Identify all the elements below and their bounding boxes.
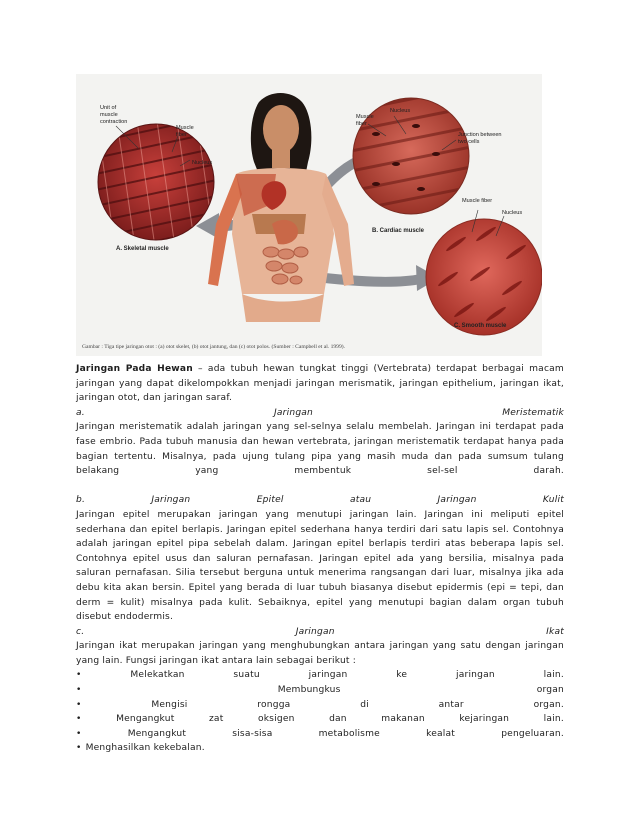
bullet-word: organ. [533, 699, 564, 710]
label-unit-3: contraction [100, 119, 128, 125]
article-text [76, 362, 564, 756]
label-smooth: C. Smooth muscle [454, 323, 507, 329]
bullet-word: antar [438, 699, 464, 710]
label-nucleus-b: Nucleus [390, 108, 411, 114]
bullet-word: metabolisme [318, 728, 380, 739]
bullet-word: Melekatkan [130, 670, 185, 681]
label-fiber-a-2: fiber [176, 132, 187, 138]
label-fiber-a-1: Muscle [176, 125, 194, 131]
bullet-word: suatu [233, 670, 260, 681]
intro-text: – ada tubuh hewan tungkat tinggi (Vertebrata) terdapat berbagai macam jaringan yang dapat dikelompokkan menjadi jaringan merismatik, jaringan epithelium, jaringan ikat, jaringan otot, dan jaringan saraf. [76, 364, 564, 404]
label-junction-1: Junction between [458, 132, 502, 138]
bullet-word: jaringan [308, 670, 348, 681]
label-junction-2: two cells [458, 139, 480, 145]
bullet-dot: • [76, 699, 82, 710]
label-fiber-b-2: fiber [356, 121, 367, 127]
bullet-word: ke [396, 670, 408, 681]
label-skeletal: A. Skeletal muscle [116, 246, 169, 252]
bullet-word: Mengangkut [116, 714, 175, 725]
bullet-word: lain. [543, 670, 564, 681]
bullet-word: Membungkus [277, 685, 341, 696]
bullet-item [76, 668, 564, 683]
bullet-item [76, 727, 564, 742]
bullet-word: kejaringan [459, 714, 510, 725]
bullet-word: Mengisi [151, 699, 188, 710]
bullet-word: Menghasilkan kekebalan. [85, 743, 205, 754]
bullet-word: rongga [257, 699, 291, 710]
bullet-item [76, 683, 564, 698]
label-fiber-c: Muscle fiber [462, 198, 493, 204]
heading-b-4: Jaringan [437, 495, 477, 506]
bullet-word: oksigen [257, 714, 295, 725]
bullet-word: zat [208, 714, 224, 725]
bullet-dot: • [76, 728, 82, 739]
intro-paragraph [76, 362, 564, 406]
label-unit-2: muscle [100, 112, 118, 118]
cardiac-muscle-circle [336, 84, 486, 234]
heading-b-2: Epitel [256, 495, 284, 506]
heading-c-0: c. [76, 626, 85, 637]
bullet-word: di [360, 699, 369, 710]
label-fiber-b-1: Muscle [356, 114, 374, 120]
figure-caption: Gambar : Tiga tipe jaringan otot : (a) otot skelet, (b) otot jantung, dan (c) otot polos. (Sumber : Campbell et al. 1999). [82, 344, 346, 350]
bullet-word: kealat [426, 728, 456, 739]
heading-a-2: Meristematik [502, 407, 564, 418]
skeletal-muscle-circle [86, 114, 226, 256]
label-unit-1: Unit of [100, 105, 117, 111]
label-nucleus-a: Nucleus [192, 160, 213, 166]
bullet-word: organ [536, 685, 564, 696]
intro-bold: Jaringan Pada Hewan [76, 364, 193, 374]
heading-b-0: b. [76, 495, 86, 506]
bullet-word: dan [329, 714, 347, 725]
bullet-word: pengeluaran. [501, 728, 564, 739]
bullet-dot: • [76, 670, 82, 681]
bullet-word: Mengangkut [127, 728, 187, 739]
muscle-illustration [76, 74, 542, 356]
heading-a-1: Jaringan [274, 407, 314, 418]
muscle-figure [76, 74, 542, 356]
heading-c-2: Ikat [546, 626, 564, 637]
heading-b-1: Jaringan [151, 495, 191, 506]
paragraph-a: Jaringan meristematik adalah jaringan yang sel-selnya selalu membelah. Jaringan ini terdapat pada fase embrio. Pada tubuh manusia dan hewan vertebrata, jaringan meristematik terdapat hanya pada bagian tertentu. Misalnya, pada ujung tulang pipa yang masih muda dan pada sumsum tulang belakang yang membentuk sel-sel darah. [76, 422, 564, 477]
heading-c [76, 625, 564, 640]
bullet-dot: • [76, 743, 82, 754]
bullet-word: makanan [381, 714, 425, 725]
bullet-dot: • [76, 685, 82, 696]
bullet-item [76, 712, 564, 727]
label-cardiac: B. Cardiac muscle [372, 228, 425, 234]
bullet-word: jaringan [456, 670, 495, 681]
bullet-dot: • [76, 714, 82, 725]
heading-b-5: Kulit [542, 495, 564, 506]
bullet-item [76, 698, 564, 713]
heading-c-1: Jaringan [295, 626, 335, 637]
label-nucleus-c: Nucleus [502, 210, 523, 216]
bullet-item [76, 741, 564, 756]
heading-b-3: atau [349, 495, 372, 506]
smooth-muscle-circle [426, 219, 542, 335]
woman-figure [208, 93, 354, 322]
heading-b [76, 493, 564, 508]
heading-a [76, 406, 564, 421]
heading-a-0: a. [76, 407, 85, 418]
bullet-word: sisa-sisa [232, 728, 273, 739]
paragraph-b: Jaringan epitel merupakan jaringan yang menutupi jaringan lain. Jaringan ini meliputi epitel sederhana dan epitel berlapis. Jaringan epitel sederhana hanya terdiri dari satu lapis sel. Contohnya adalah jaringan epitel pipa sebelah dalam. Jaringan epitel berlapis terdiri atas beberapa lapis sel. Contohnya epitel usus dan saluran pernafasan. Jaringan epitel ada yang bersilia, misalnya pada saluran pernafasan. Silia tersebut berguna untuk menerima rangsangan dari luar, misalnya jika ada debu kita akan bersin. Epitel yang berada di luar tubuh biasanya disebut epidermis (epi = tepi, dan derm = kulit) misalnya pada kulit. Sebaiknya, epitel yang menutupi bagian dalam organ tubuh disebut endodermis. [76, 509, 564, 623]
paragraph-c: Jaringan ikat merupakan jaringan yang menghubungkan antara jaringan yang satu dengan jaringan yang lain. Fungsi jaringan ikat antara lain sebagai berikut : [76, 641, 564, 666]
bullet-word: lain. [543, 714, 564, 725]
